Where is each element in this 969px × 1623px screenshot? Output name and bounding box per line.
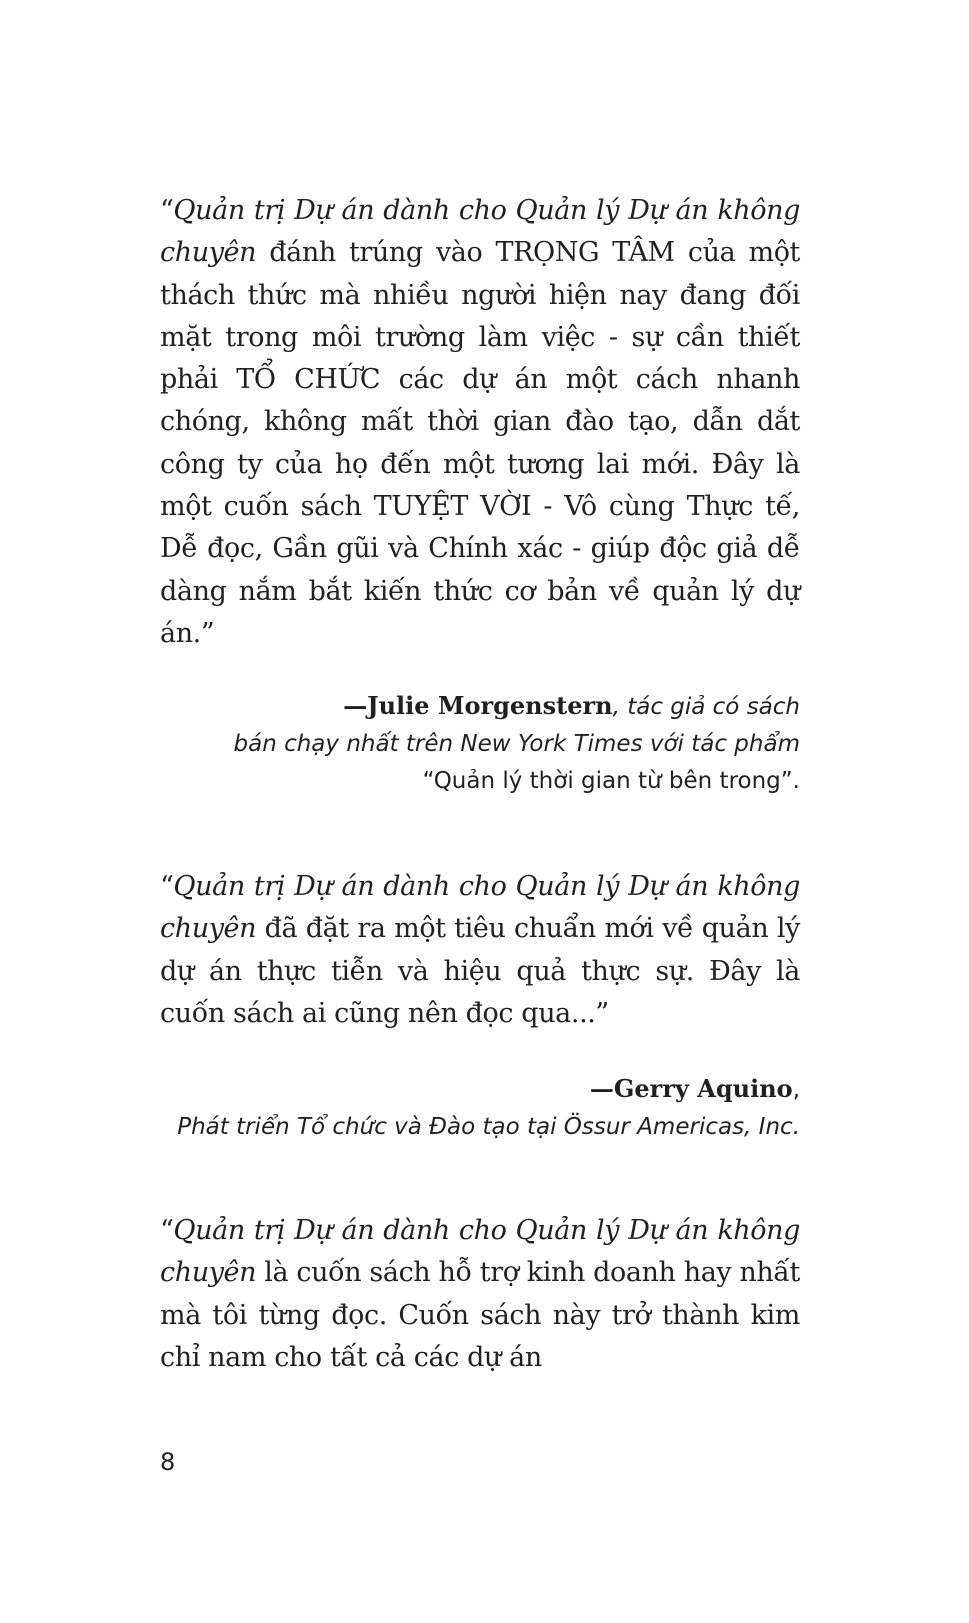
quote-body: là cuốn sách hỗ trợ kinh doanh hay nhất mà tôi từng đọc. Cuốn sách này trở thành kim chỉ nam cho tất cả các dự án: [160, 1257, 801, 1373]
testimonial-quote-3: [160, 1210, 800, 1379]
open-quote-mark: “: [160, 1215, 174, 1246]
author-description: Phát triển Tổ chức và Đào tạo tại Össur Americas, Inc.: [177, 1114, 800, 1140]
author-book-title: “Quản lý thời gian từ bên trong”.: [422, 768, 800, 794]
testimonial-attribution-2: [160, 1070, 800, 1146]
author-name: —Julie Morgenstern: [343, 691, 613, 720]
page-number: 8: [160, 1448, 176, 1476]
quote-body: đánh trúng vào TRỌNG TÂM của một thách thức mà nhiều người hiện nay đang đối mặt trong môi trường làm việc - sự cần thiết phải TỔ CHỨC các dự án một cách nhanh chóng, không mất thời gian đào tạo, dẫn dắt công ty của họ đến một tương lai mới. Đây là một cuốn sách TUYỆT VỜI - Vô cùng Thực tế, Dễ đọc, Gần gũi và Chính xác - giúp độc giả dễ dàng nắm bắt kiến thức cơ bản về quản lý dự án.”: [160, 237, 800, 649]
quote-body: đã đặt ra một tiêu chuẩn mới về quản lý dự án thực tiễn và hiệu quả thực sự. Đây là cuốn sách ai cũng nên đọc qua...”: [160, 913, 800, 1029]
book-title: Quản trị Dự án dành cho Quản lý Dự án không chuyên: [160, 195, 801, 269]
open-quote-mark: “: [160, 871, 174, 902]
book-title: Quản trị Dự án dành cho Quản lý Dự án không chuyên: [160, 1215, 801, 1289]
testimonial-quote-2: [160, 866, 800, 1035]
author-description: , tác giả có sách: [612, 694, 800, 720]
author-name: —Gerry Aquino: [589, 1074, 793, 1103]
book-title: Quản trị Dự án dành cho Quản lý Dự án không chuyên: [160, 871, 801, 945]
open-quote-mark: “: [160, 195, 174, 226]
testimonial-quote-1: [160, 190, 800, 655]
testimonial-attribution-1: [160, 687, 800, 800]
author-description: bán chạy nhất trên New York Times với tác phẩm: [233, 731, 800, 757]
author-punctuation: ,: [792, 1077, 800, 1103]
